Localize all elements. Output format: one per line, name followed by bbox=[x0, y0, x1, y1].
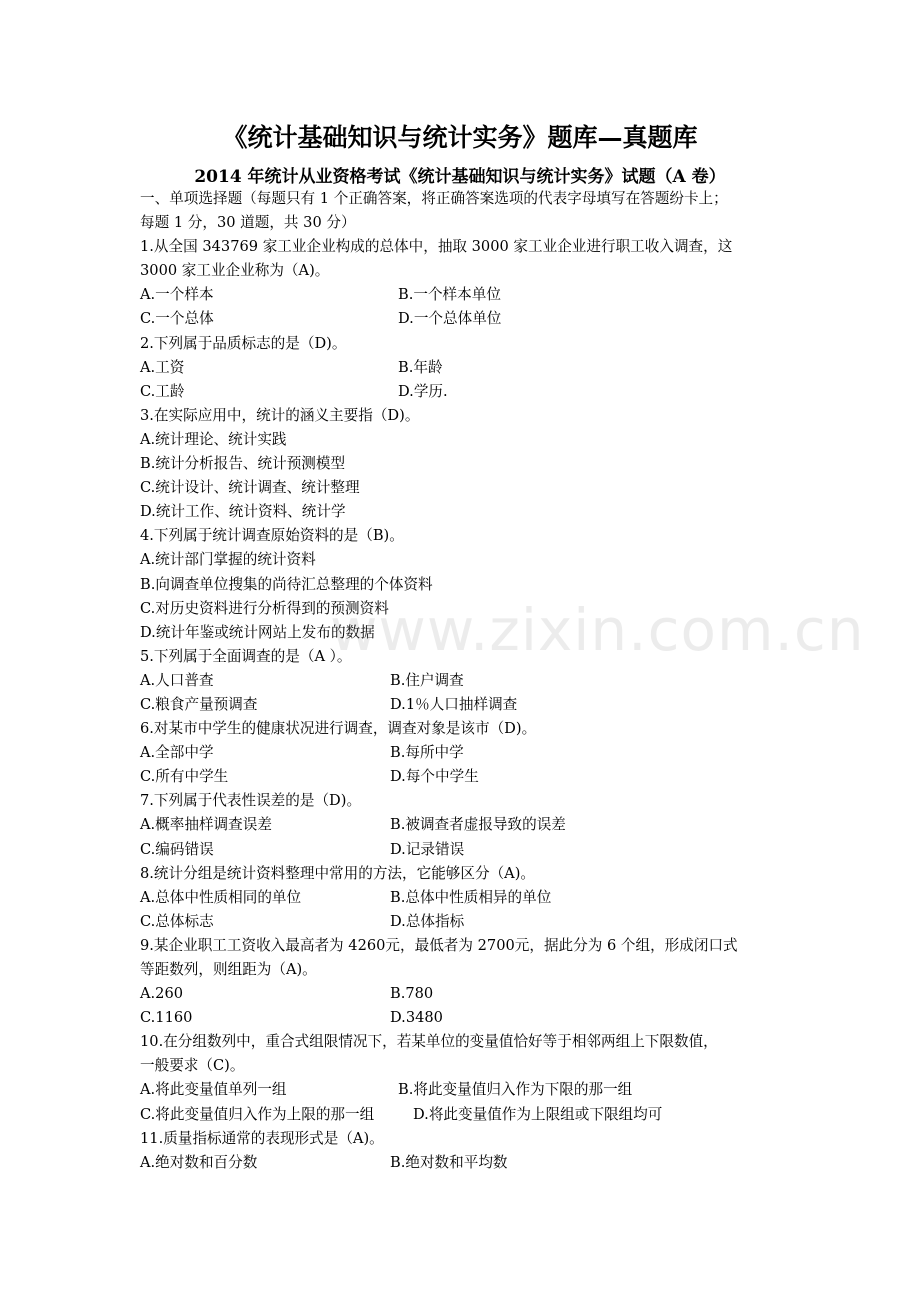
question-stem: 11.质量指标通常的表现形式是（A)。 bbox=[140, 1129, 384, 1147]
option-left: C.一个总体 bbox=[140, 310, 214, 328]
option-right: B.绝对数和平均数 bbox=[390, 1153, 508, 1171]
option-line: C.统计设计、统计调查、统计整理 bbox=[140, 479, 360, 497]
watermark: www.zixin.com.cn bbox=[330, 596, 865, 664]
option-row bbox=[140, 1006, 800, 1030]
option-row bbox=[140, 886, 800, 910]
option-left: C.将此变量值归入作为上限的那一组 bbox=[140, 1105, 375, 1123]
exam-subtitle: 2014 年统计从业资格考试《统计基础知识与统计实务》试题（A 卷） bbox=[194, 167, 726, 187]
option-row bbox=[140, 813, 800, 837]
option-row bbox=[140, 1151, 800, 1175]
option-line: D.统计工作、统计资料、统计学 bbox=[140, 503, 346, 521]
option-row bbox=[140, 1103, 800, 1127]
option-right: B.住户调查 bbox=[390, 671, 464, 689]
option-left: A.全部中学 bbox=[140, 744, 214, 762]
option-right: B.780 bbox=[390, 985, 434, 1003]
option-line: C.对历史资料进行分析得到的预测资料 bbox=[140, 599, 389, 617]
option-right: D.将此变量值作为上限组或下限组均可 bbox=[413, 1105, 663, 1123]
question-stem: 3.在实际应用中，统计的涵义主要指（D)。 bbox=[140, 406, 420, 424]
document-title: 《统计基础知识与统计实务》题库—真题库 bbox=[222, 123, 698, 152]
option-row bbox=[140, 380, 800, 404]
option-right: D.3480 bbox=[390, 1009, 443, 1027]
option-row bbox=[140, 283, 800, 307]
option-left: A.260 bbox=[140, 985, 184, 1003]
option-row bbox=[140, 765, 800, 789]
option-left: C.粮食产量预调查 bbox=[140, 695, 258, 713]
option-left: A.绝对数和百分数 bbox=[140, 1153, 258, 1171]
option-right: B.被调查者虚报导致的误差 bbox=[390, 816, 566, 834]
option-left: C.总体标志 bbox=[140, 912, 214, 930]
question-stem: 4.下列属于统计调查原始资料的是（B)。 bbox=[140, 527, 404, 545]
question-stem: 2.下列属于品质标志的是（D)。 bbox=[140, 334, 347, 352]
question-list bbox=[140, 187, 800, 1175]
section-text: 一、单项选择题（每题只有 1 个正确答案，将正确答案选项的代表字母填写在答题纷卡上； bbox=[140, 190, 728, 207]
option-line: A.统计部门掌握的统计资料 bbox=[140, 551, 316, 569]
option-row bbox=[140, 741, 800, 765]
option-line: A.统计理论、统计实践 bbox=[140, 430, 287, 448]
option-right: D.一个总体单位 bbox=[398, 310, 502, 328]
question-stem: 7.下列属于代表性误差的是（D)。 bbox=[140, 792, 362, 810]
option-left: C.所有中学生 bbox=[140, 768, 229, 786]
question-stem: 9.某企业职工工资收入最高者为 4260元，最低者为 2700元，据此分为 6 个组，形成闭口式 bbox=[140, 936, 738, 954]
option-right: D.1％人口抽样调查 bbox=[390, 695, 518, 713]
option-left: A.总体中性质相同的单位 bbox=[140, 888, 302, 906]
section-text: 等距数列，则组距为（A)。 bbox=[140, 961, 317, 978]
question-stem: 10.在分组数列中，重合式组限情况下，若某单位的变量值恰好等于相邻两组上下限数值， bbox=[140, 1033, 718, 1051]
section-text: 3000 家工业企业称为（A)。 bbox=[140, 262, 330, 280]
option-right: B.年龄 bbox=[398, 358, 443, 376]
option-left: C.工龄 bbox=[140, 382, 185, 400]
option-row bbox=[140, 910, 800, 934]
section-text: 一般要求（C)。 bbox=[140, 1057, 245, 1075]
question-stem: 1.从全国 343769 家工业企业构成的总体中，抽取 3000 家工业企业进行职工收入调查，这 bbox=[140, 238, 733, 256]
option-left: A.工资 bbox=[140, 358, 185, 376]
option-left: A.概率抽样调查误差 bbox=[140, 816, 272, 834]
section-text: 每题 1 分，30 道题，共 30 分） bbox=[140, 214, 356, 232]
option-row bbox=[140, 669, 800, 693]
question-stem: 8.统计分组是统计资料整理中常用的方法，它能够区分（A)。 bbox=[140, 864, 536, 882]
option-row bbox=[140, 356, 800, 380]
option-row bbox=[140, 982, 800, 1006]
option-right: B.每所中学 bbox=[390, 744, 464, 762]
option-right: B.一个样本单位 bbox=[398, 286, 501, 304]
option-right: B.将此变量值归入作为下限的那一组 bbox=[398, 1081, 633, 1099]
option-right: D.记录错误 bbox=[390, 840, 465, 858]
question-stem: 5.下列属于全面调查的是（A ）。 bbox=[140, 647, 352, 665]
option-line: D.统计年鉴或统计网站上发布的数据 bbox=[140, 623, 375, 641]
option-right: D.每个中学生 bbox=[390, 768, 479, 786]
question-stem: 6.对某市中学生的健康状况进行调查，调查对象是该市（D)。 bbox=[140, 720, 537, 738]
option-left: A.人口普查 bbox=[140, 671, 214, 689]
option-row bbox=[140, 307, 800, 331]
option-left: A.一个样本 bbox=[140, 286, 214, 304]
option-line: B.向调查单位搜集的尚待汇总整理的个体资料 bbox=[140, 575, 433, 593]
option-row bbox=[140, 838, 800, 862]
option-right: D.学历. bbox=[398, 382, 448, 400]
option-line: B.统计分析报告、统计预测模型 bbox=[140, 455, 346, 473]
option-left: A.将此变量值单列一组 bbox=[140, 1081, 287, 1099]
option-row bbox=[140, 1078, 800, 1102]
option-right: D.总体指标 bbox=[390, 912, 465, 930]
option-right: B.总体中性质相异的单位 bbox=[390, 888, 552, 906]
option-left: C.编码错误 bbox=[140, 840, 214, 858]
option-row bbox=[140, 693, 800, 717]
option-left: C.1160 bbox=[140, 1009, 193, 1027]
